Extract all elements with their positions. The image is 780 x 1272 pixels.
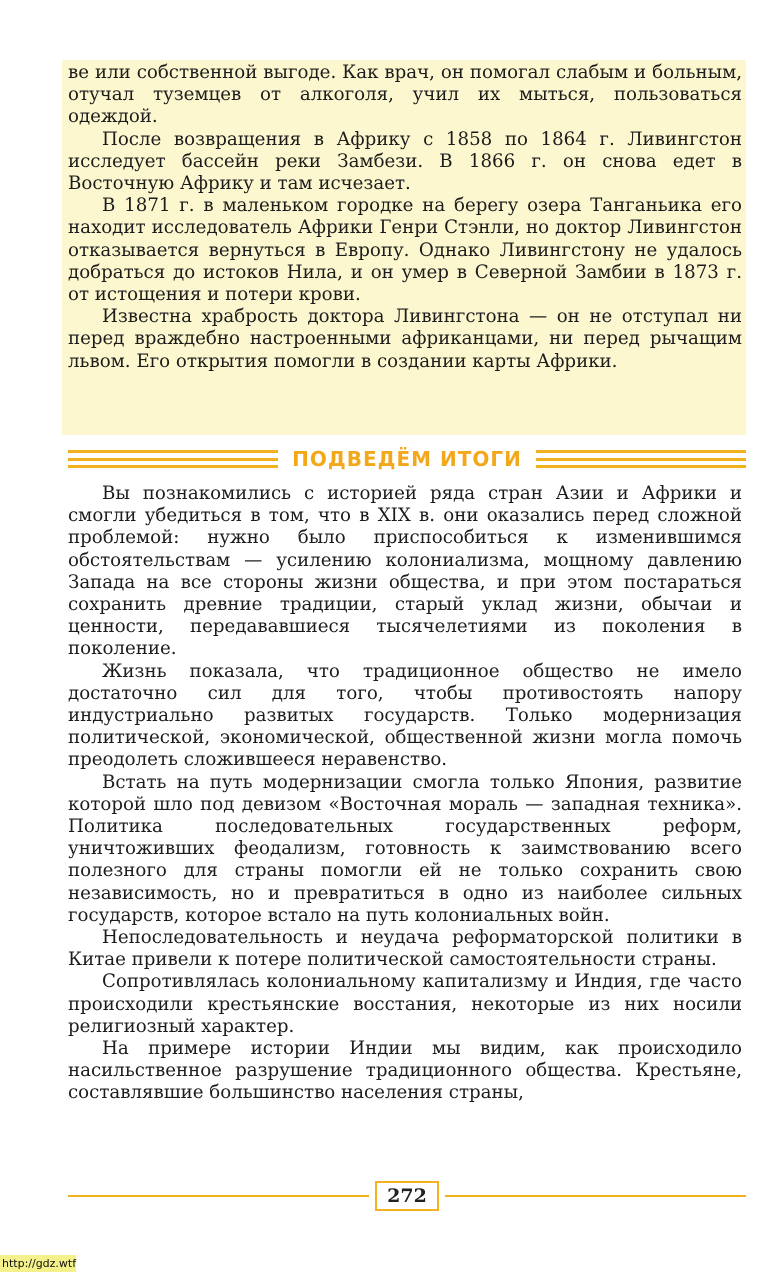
page-footer	[68, 1178, 746, 1214]
watermark-link[interactable]: http://gdz.wtf	[2, 1257, 77, 1270]
summary-text	[68, 483, 742, 1105]
paragraph: Непоследовательность и неудача реформаторской политики в Китае привели к потере политической самостоятельности страны.	[68, 927, 742, 971]
decorative-stripes-left	[68, 450, 278, 468]
paragraph: Жизнь показала, что традиционное общество не имело достаточно сил для того, чтобы противостоять напору индустриально развитых государств. Только модернизация политической, экономической, общественной жизни могла помочь преодолеть сложившееся неравенство.	[68, 660, 742, 771]
section-header	[68, 442, 746, 476]
footer-line-right	[445, 1195, 746, 1197]
paragraph: Вы познакомились с историей ряда стран Азии и Африки и смогли убедиться в том, что в XIX в. они оказались перед сложной проблемой: нужно было приспособиться к изменившимся обстоятельствам — усилению колониализма, мощному давлению Запада на все стороны жизни общества, и при этом постараться сохранить древние традиции, старый уклад жизни, обычаи и ценности, передававшиеся тысячелетиями из поколения в поколение.	[68, 483, 742, 660]
paragraph: Известна храбрость доктора Ливингстона — он не отступал ни перед враждебно настроенными африканцами, ни перед рычащим львом. Его открытия помогли в создании карты Африки.	[68, 306, 742, 372]
paragraph: Сопротивлялась колониальному капитализму и Индия, где часто происходили крестьянские восстания, некоторые из них носили религиозный характер.	[68, 971, 742, 1037]
decorative-stripes-right	[536, 450, 746, 468]
page-number: 272	[375, 1181, 439, 1211]
section-title: ПОДВЕДЁМ ИТОГИ	[292, 447, 522, 471]
paragraph: ве или собственной выгоде. Как врач, он помогал слабым и больным, отучал туземцев от алкоголя, учил их мыться, пользоваться одеждой.	[68, 62, 742, 128]
livingstone-text	[68, 62, 742, 373]
paragraph: Встать на путь модернизации смогла только Япония, развитие которой шло под девизом «Восточная мораль — западная техника». Политика последовательных государственных реформ, уничтоживших феодализм, готовность к заимствованию всего полезного для страны помогли ей не только сохранить свою независимость, но и превратиться в одно из наиболее сильных государств, которое встало на путь колониальных войн.	[68, 771, 742, 926]
paragraph: В 1871 г. в маленьком городке на берегу озера Танганьика его находит исследователь Африки Генри Стэнли, но доктор Ливингстон отказывается вернуться в Европу. Однако Ливингстону не удалось добраться до истоков Нила, и он умер в Северной Замбии в 1873 г. от истощения и потери крови.	[68, 195, 742, 306]
footer-line-left	[68, 1195, 369, 1197]
paragraph: После возвращения в Африку с 1858 по 1864 г. Ливингстон исследует бассейн реки Замбези. В 1866 г. он снова едет в Восточную Африку и там исчезает.	[68, 128, 742, 195]
paragraph: На примере истории Индии мы видим, как происходило насильственное разрушение традиционного общества. Крестьяне, составлявшие большинство населения страны,	[68, 1038, 742, 1104]
